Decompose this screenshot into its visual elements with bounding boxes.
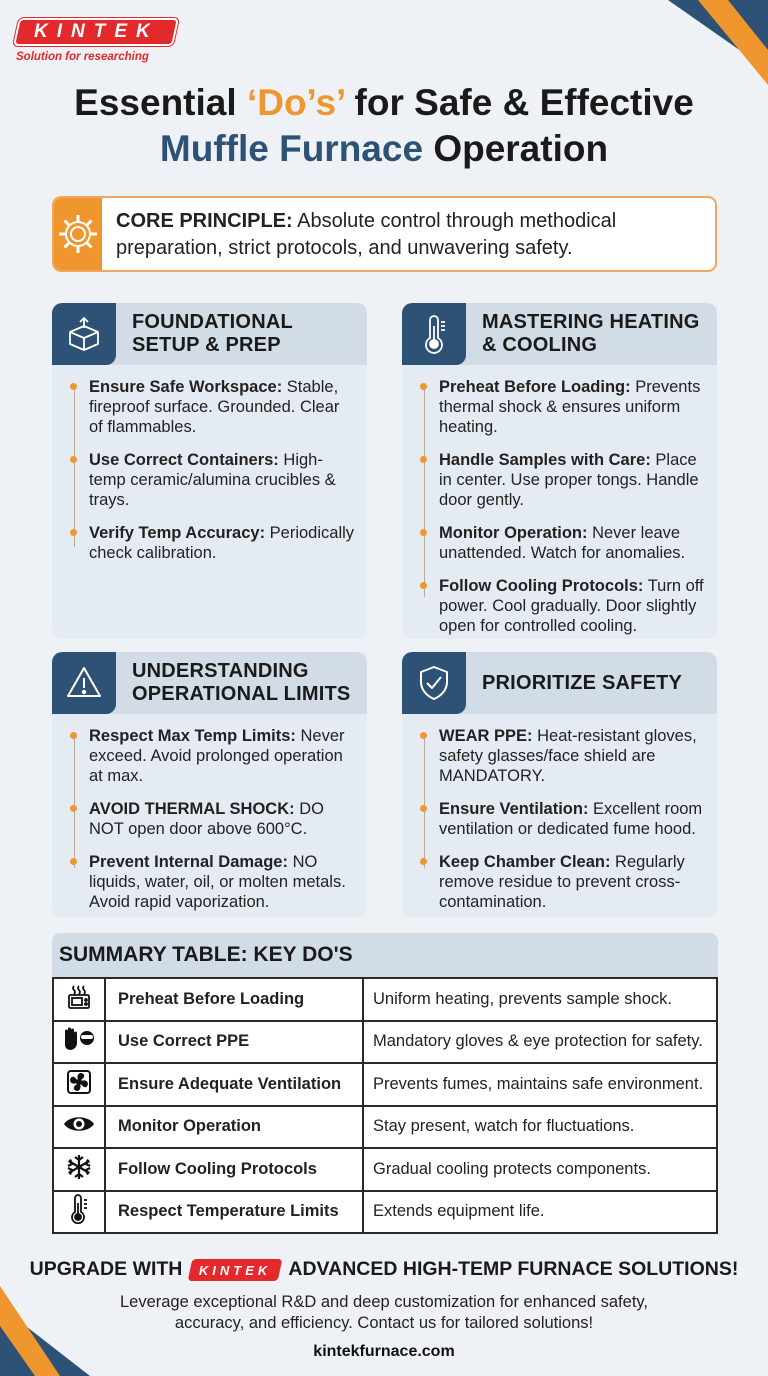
core-principle-banner [52, 196, 717, 272]
row-description: Mandatory gloves & eye protection for safety. [363, 1021, 717, 1064]
list-item: Prevent Internal Damage: NO liquids, water, oil, or molten metals. Avoid rapid vaporization. [89, 852, 357, 912]
table-row [53, 1148, 717, 1191]
row-description: Stay present, watch for fluctuations. [363, 1106, 717, 1149]
logo-tagline: Solution for researching [16, 51, 149, 63]
table-row [53, 1191, 717, 1234]
card-header [52, 303, 367, 365]
oven-icon [53, 978, 105, 1021]
glove-goggles-icon [53, 1021, 105, 1064]
card-operational-limits [52, 652, 367, 918]
core-principle-text: CORE PRINCIPLE: Absolute control through methodical preparation, strict protocols, and unwavering safety. [116, 210, 617, 259]
list-item: Verify Temp Accuracy: Periodically check calibration. [89, 523, 357, 563]
card-header [52, 652, 367, 714]
row-name: Follow Cooling Protocols [105, 1148, 363, 1191]
summary-table-section [52, 933, 718, 1234]
card-heating-cooling [402, 303, 717, 639]
row-name: Use Correct PPE [105, 1021, 363, 1064]
box-icon [52, 303, 116, 365]
fan-icon [53, 1063, 105, 1106]
row-name: Respect Temperature Limits [105, 1191, 363, 1234]
card-body [402, 714, 717, 918]
snowflake-icon [53, 1148, 105, 1191]
eye-icon [53, 1106, 105, 1149]
table-row [53, 978, 717, 1021]
cta-suffix: ADVANCED HIGH-TEMP FURNACE SOLUTIONS! [288, 1258, 739, 1280]
title-line-2: Muffle Furnace Operation [159, 128, 609, 169]
table-row [53, 1063, 717, 1106]
card-body [52, 714, 367, 918]
card-body [402, 365, 717, 639]
card-body [52, 365, 367, 586]
thermometer-icon [402, 303, 466, 365]
list-item: Preheat Before Loading: Prevents thermal shock & ensures uniform heating. [439, 377, 707, 437]
title-line-1: Essential ‘Do’s’ for Safe & Effective [74, 82, 694, 123]
kintek-badge[interactable]: KINTEK [188, 1259, 283, 1281]
row-name: Preheat Before Loading [105, 978, 363, 1021]
brand-logo[interactable] [16, 18, 184, 63]
card-title: UNDERSTANDING OPERATIONAL LIMITS [132, 660, 351, 705]
logo-badge [13, 18, 179, 46]
list-item: Handle Samples with Care: Place in center. Use proper tongs. Handle door gently. [439, 450, 707, 510]
list-item: Follow Cooling Protocols: Turn off power. Cool gradually. Door slightly open for controlled cooling. [439, 576, 707, 636]
cta-prefix: UPGRADE WITH [29, 1258, 183, 1280]
card-title: MASTERING HEATING & COOLING [482, 311, 700, 356]
table-row [53, 1106, 717, 1149]
card-header [402, 652, 717, 714]
row-name: Monitor Operation [105, 1106, 363, 1149]
card-prioritize-safety [402, 652, 717, 918]
row-name: Ensure Adequate Ventilation [105, 1063, 363, 1106]
list-item: Ensure Safe Workspace: Stable, fireproof surface. Grounded. Clear of flammables. [89, 377, 357, 437]
list-item: Keep Chamber Clean: Regularly remove residue to prevent cross-contamination. [439, 852, 707, 912]
row-description: Prevents fumes, maintains safe environment. [363, 1063, 717, 1106]
row-description: Gradual cooling protects components. [363, 1148, 717, 1191]
list-item: Use Correct Containers: High-temp ceramic/alumina crucibles & trays. [89, 450, 357, 510]
logo-text: KINTEK [33, 21, 159, 42]
list-item: AVOID THERMAL SHOCK: DO NOT open door above 600°C. [89, 799, 357, 839]
list-item: Ensure Ventilation: Excellent room ventilation or dedicated fume hood. [439, 799, 707, 839]
gear-icon [54, 198, 102, 270]
page-title [0, 80, 768, 172]
list-item: Monitor Operation: Never leave unattended. Watch for anomalies. [439, 523, 707, 563]
thermometer-icon [53, 1191, 105, 1234]
shield-check-icon [402, 652, 466, 714]
card-title: FOUNDATIONAL SETUP & PREP [132, 311, 293, 356]
website-link[interactable]: kintekfurnace.com [313, 1343, 455, 1360]
warning-icon [52, 652, 116, 714]
list-item: Respect Max Temp Limits: Never exceed. Avoid prolonged operation at max. [89, 726, 357, 786]
table-row [53, 1021, 717, 1064]
list-item: WEAR PPE: Heat-resistant gloves, safety glasses/face shield are MANDATORY. [439, 726, 707, 786]
card-header [402, 303, 717, 365]
row-description: Uniform heating, prevents sample shock. [363, 978, 717, 1021]
summary-table [52, 977, 718, 1234]
row-description: Extends equipment life. [363, 1191, 717, 1234]
card-foundational-setup [52, 303, 367, 639]
cta-heading [0, 1258, 768, 1281]
summary-heading: SUMMARY TABLE: KEY DO'S [52, 933, 718, 977]
cta-body: Leverage exceptional R&D and deep customization for enhanced safety, accuracy, and efficiency. Contact us for tailored solutions! [119, 1293, 649, 1332]
card-title: PRIORITIZE SAFETY [482, 671, 683, 694]
